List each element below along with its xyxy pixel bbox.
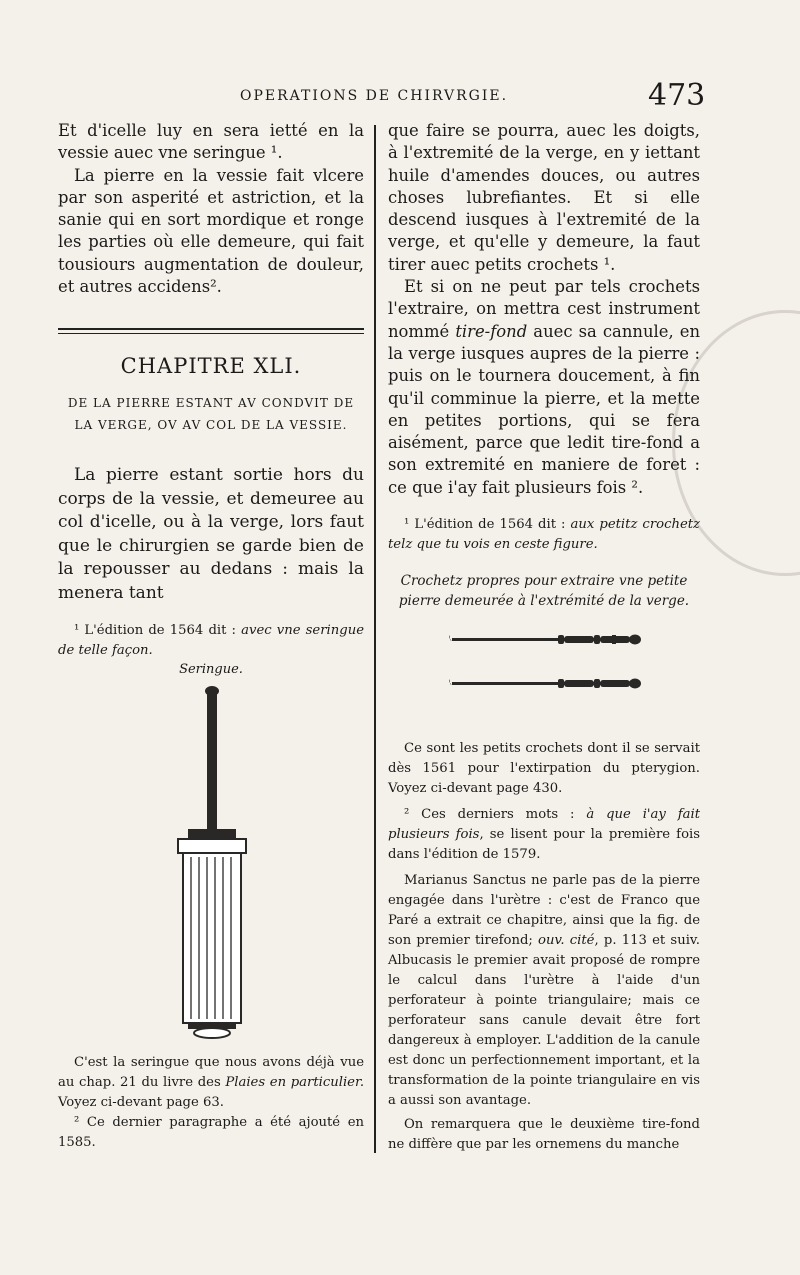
left-figure-note xyxy=(58,1053,364,1113)
hooks-figure-caption: Crochetz propres pour extraire vne petite pierre demeurée à l'extrémité de la verge. xyxy=(398,573,690,610)
left-footnote-2: ² Ce dernier paragraphe a été ajouté en 1585. xyxy=(58,1115,364,1151)
right-column xyxy=(388,120,700,1155)
left-paragraph-1: Et d'icelle luy en sera ietté en la vessie auec vne seringue ¹. xyxy=(58,121,364,163)
right-footnote-1 xyxy=(388,515,700,555)
hooks-figure xyxy=(388,623,700,703)
right-paragraph-2-italic: tire-fond xyxy=(455,321,528,341)
left-paragraph-2: La pierre en la vessie fait vlcere par son asperité et astriction, et la sanie qui en sort mordique et ronge les parties où elle demeure, qui fait tousiours augmentation de douleur, et autres accidens². xyxy=(58,165,364,297)
left-figure-note-text-2: Voyez ci-devant page 63. xyxy=(58,1095,224,1111)
running-head: OPERATIONS DE CHIRVRGIE. xyxy=(240,88,509,104)
chapter-title: CHAPITRE XLI. xyxy=(120,354,302,379)
chapter-subtitle-line-2: LA VERGE, OV AV COL DE LA VESSIE. xyxy=(74,418,348,433)
right-footnote-1-text: ¹ L'édition de 1564 dit : xyxy=(404,517,571,533)
right-paragraph-2-text-2: auec sa cannule, en la verge iusques aupres de la pierre : puis on le tournera doucement, à fin qu'il comminue la pierre, et la mette en petites portions, qui se fera aisément, parce que ledit tire-fond a son extremité en maniere de foret : ce que i'ay fait plusieurs fois ². xyxy=(388,321,701,497)
right-hooks-note: Ce sont les petits crochets dont il se servait dès 1561 pour l'extirpation du pterygion. Voyez ci-devant page 430. xyxy=(388,741,700,797)
syringe-illustration xyxy=(58,679,364,1039)
left-paragraph-3: La pierre estant sortie hors du corps de la vessie, et demeuree au col d'icelle, ou à la verge, lors faut que le chirurgien se garde bien de la repousser au dedans : mais la menera tant xyxy=(58,465,364,603)
column-divider xyxy=(374,125,376,1153)
hooks-illustration xyxy=(388,623,700,703)
figure-label-seringue: Seringue. xyxy=(179,662,243,678)
right-footnote-2-text-1: ² Ces derniers mots : xyxy=(404,807,587,823)
page-number: 473 xyxy=(648,78,706,113)
right-footnote-2-text-2: , se lisent pour la première fois dans l'édition de 1579. xyxy=(388,827,700,863)
right-paragraph-2-text-1: Et si on ne peut par tels crochets l'extraire, on mettra cest instrument nommé xyxy=(388,277,700,341)
right-footnote-1-italic: aux petitz crochetz telz que tu vois en ceste figure. xyxy=(388,517,700,553)
right-paragraph-2 xyxy=(388,276,700,499)
left-figure-note-italic: Plaies en particulier. xyxy=(225,1075,365,1091)
right-footnote-2 xyxy=(388,805,700,865)
right-footnote-3 xyxy=(388,871,700,1111)
left-footnote-1 xyxy=(58,621,364,661)
right-footnote-2-italic: à que i'ay fait plusieurs fois xyxy=(388,807,700,843)
section-rule xyxy=(58,328,364,334)
right-footnote-3-italic: ouv. cité xyxy=(538,933,595,949)
left-footnote-1-italic: avec vne seringue de telle façon. xyxy=(58,623,364,659)
syringe-figure xyxy=(58,679,364,1039)
chapter-subtitle xyxy=(58,392,364,436)
chapter-subtitle-line-1: DE LA PIERRE ESTANT AV CONDVIT DE xyxy=(67,396,355,411)
right-paragraph-1: que faire se pourra, auec les doigts, à l'extremité de la verge, en y iettant huile d'amendes douces, ou autres choses lubrefiantes. Et si elle descend iusques à l'extremité de la verge, et qu'elle y demeure, la faut tirer auec petits crochets ¹. xyxy=(388,121,700,274)
left-footnote-1-text: ¹ L'édition de 1564 dit : xyxy=(74,623,242,639)
right-footnote-3-text-1: Marianus Sanctus ne parle pas de la pierre engagée dans l'urètre : c'est de Franco que Paré a extrait ce chapitre, ainsi que la fig. de son premier tirefond; xyxy=(388,873,700,949)
right-footnote-4: On remarquera que le deuxième tire-fond ne diffère que par les ornemens du manche xyxy=(388,1117,700,1153)
left-figure-note-text-1: C'est la seringue que nous avons déjà vue au chap. 21 du livre des xyxy=(58,1055,364,1091)
left-column xyxy=(58,120,364,1153)
right-footnote-3-text-2: , p. 113 et suiv. Albucasis le premier avait proposé de rompre le calcul dans l'urètre à l'aide d'un perforateur à pointe triangulaire; mais ce perforateur sans canule devait être fort dangereux à employer. L'addition de la canule est donc un perfectionnement important, et la transformation de la pointe triangulaire en vis a aussi son avantage. xyxy=(388,933,700,1109)
